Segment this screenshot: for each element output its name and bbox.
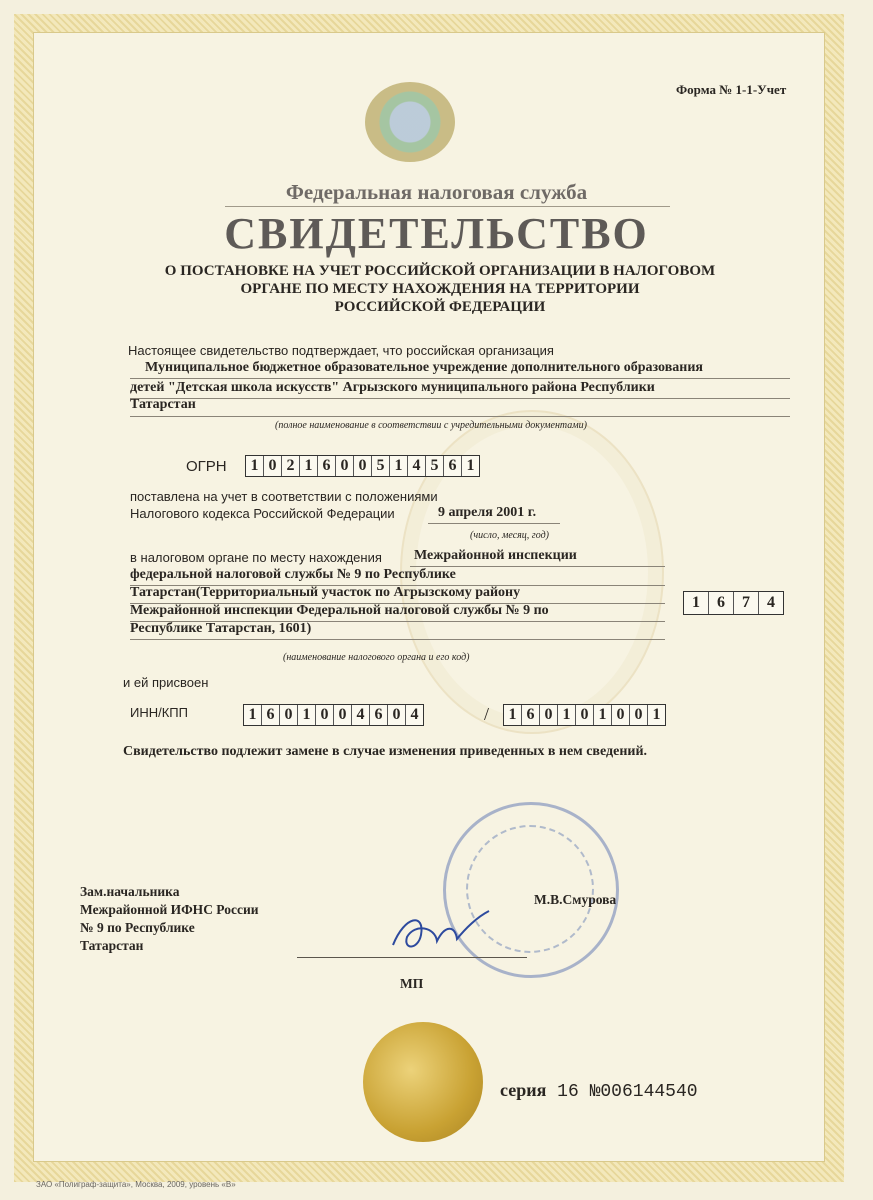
authority-code-digit: 4	[767, 594, 775, 611]
tax-authority-line: Межрайонной инспекции	[414, 548, 577, 563]
field-underline	[130, 398, 790, 399]
kpp-digit: 0	[540, 705, 558, 725]
inn-digit: 4	[352, 705, 370, 725]
authority-code-digit: 6	[709, 592, 734, 614]
document-subtitle	[120, 262, 760, 316]
signer-name: М.В.Смурова	[534, 892, 617, 907]
subtitle-line: РОССИЙСКОЙ ФЕДЕРАЦИИ	[334, 299, 546, 315]
signer-position-line: Зам.начальника	[80, 884, 180, 899]
ogrn-digit: 0	[354, 456, 372, 476]
subtitle-line: О ПОСТАНОВКЕ НА УЧЕТ РОССИЙСКОЙ ОРГАНИЗАЦИИ В НАЛОГОВОМ	[164, 263, 716, 279]
inn-digit: 0	[334, 705, 352, 725]
form-number: Форма № 1-1-Учет	[676, 82, 787, 97]
ogrn-digit: 2	[282, 456, 300, 476]
ogrn-digit: 1	[300, 456, 318, 476]
assigned-label: и ей присвоен	[123, 675, 209, 690]
kpp-digit: 0	[576, 705, 594, 725]
ogrn-digit: 4	[408, 456, 426, 476]
ogrn-digit: 1	[246, 456, 264, 476]
printer-imprint: ЗАО «Полиграф-защита», Москва, 2009, уровень «В»	[36, 1180, 236, 1189]
kpp-digit: 0	[630, 705, 648, 725]
ogrn-digit: 5	[426, 456, 444, 476]
document-number: 006144540	[600, 1082, 698, 1102]
series-label: серия	[500, 1080, 547, 1100]
signer-position-line: № 9 по Республике	[80, 920, 195, 935]
ogrn-digit: 1	[466, 457, 475, 474]
ogrn-digit: 6	[318, 456, 336, 476]
handwritten-signature	[385, 905, 495, 960]
replacement-note: Свидетельство подлежит замене в случае изменения приведенных в нем сведений.	[123, 744, 648, 759]
field-underline	[130, 416, 790, 417]
inn-value	[243, 704, 424, 726]
inn-digit: 1	[244, 705, 262, 725]
series-number	[500, 1080, 698, 1102]
number-sign: №	[589, 1082, 601, 1102]
inn-digit: 0	[316, 705, 334, 725]
signature-line	[297, 957, 527, 958]
stamp-place-label: МП	[400, 976, 424, 991]
gold-seal-icon	[363, 1022, 483, 1142]
agency-underline	[225, 206, 670, 207]
date-caption: (число, месяц, год)	[470, 530, 549, 541]
series-value: 16	[557, 1082, 579, 1102]
kpp-digit: 0	[612, 705, 630, 725]
inn-digit: 0	[388, 705, 406, 725]
inn-digit: 0	[280, 705, 298, 725]
field-underline	[130, 378, 790, 379]
signer-position-line: Межрайонной ИФНС России	[80, 902, 259, 917]
kpp-value	[503, 704, 666, 726]
ogrn-label: ОГРН	[186, 458, 227, 475]
inn-digit: 1	[298, 705, 316, 725]
ogrn-digit: 5	[372, 456, 390, 476]
inn-kpp-separator: /	[484, 704, 490, 724]
document-title: СВИДЕТЕЛЬСТВО	[224, 209, 649, 258]
intro-text: Настоящее свидетельство подтверждает, что российская организация	[128, 343, 554, 358]
ogrn-value	[245, 455, 480, 477]
ogrn-digit: 0	[336, 456, 354, 476]
inn-digit: 4	[410, 706, 419, 723]
signer-position	[80, 883, 259, 955]
registration-date: 9 апреля 2001 г.	[438, 505, 537, 520]
org-name-caption: (полное наименование в соответствии с учредительными документами)	[275, 420, 587, 431]
field-underline	[130, 639, 665, 640]
tax-authority-line: федеральной налоговой службы № 9 по Республике	[130, 567, 456, 582]
tax-authority-caption: (наименование налогового органа и его код)	[283, 652, 470, 663]
kpp-digit: 6	[522, 705, 540, 725]
kpp-digit: 1	[558, 705, 576, 725]
hologram-emblem-icon	[365, 82, 455, 162]
ogrn-digit: 0	[264, 456, 282, 476]
org-name-line: Татарстан	[130, 397, 196, 412]
org-name-line: детей "Детская школа искусств" Агрызского муниципального района Республики	[130, 380, 655, 395]
authority-code-digit: 1	[684, 592, 709, 614]
kpp-digit: 1	[652, 706, 661, 723]
registered-text-line: Налогового кодекса Российской Федерации	[130, 506, 395, 521]
org-name-line: Муниципальное бюджетное образовательное учреждение дополнительного образования	[145, 360, 703, 375]
ogrn-digit: 6	[444, 456, 462, 476]
tax-authority-line: Татарстан(Территориальный участок по Агрызскому району	[130, 585, 521, 600]
kpp-digit: 1	[504, 705, 522, 725]
tax-authority-line: Межрайонной инспекции Федеральной налоговой службы № 9 по	[130, 603, 549, 618]
date-underline	[428, 523, 560, 524]
inn-digit: 6	[370, 705, 388, 725]
registered-text-line: поставлена на учет в соответствии с положениями	[130, 489, 438, 504]
subtitle-line: ОРГАНЕ ПО МЕСТУ НАХОЖДЕНИЯ НА ТЕРРИТОРИИ	[240, 281, 640, 297]
tax-authority-prefix: в налоговом органе по месту нахождения	[130, 550, 382, 565]
ogrn-digit: 1	[390, 456, 408, 476]
authority-code-digit: 7	[734, 592, 759, 614]
tax-authority-line: Республике Татарстан, 1601)	[130, 621, 312, 636]
agency-name: Федеральная налоговая служба	[285, 180, 588, 204]
inn-digit: 6	[262, 705, 280, 725]
kpp-digit: 1	[594, 705, 612, 725]
tax-authority-code	[683, 591, 784, 615]
signer-position-line: Татарстан	[80, 938, 144, 953]
inn-kpp-label: ИНН/КПП	[130, 705, 188, 720]
